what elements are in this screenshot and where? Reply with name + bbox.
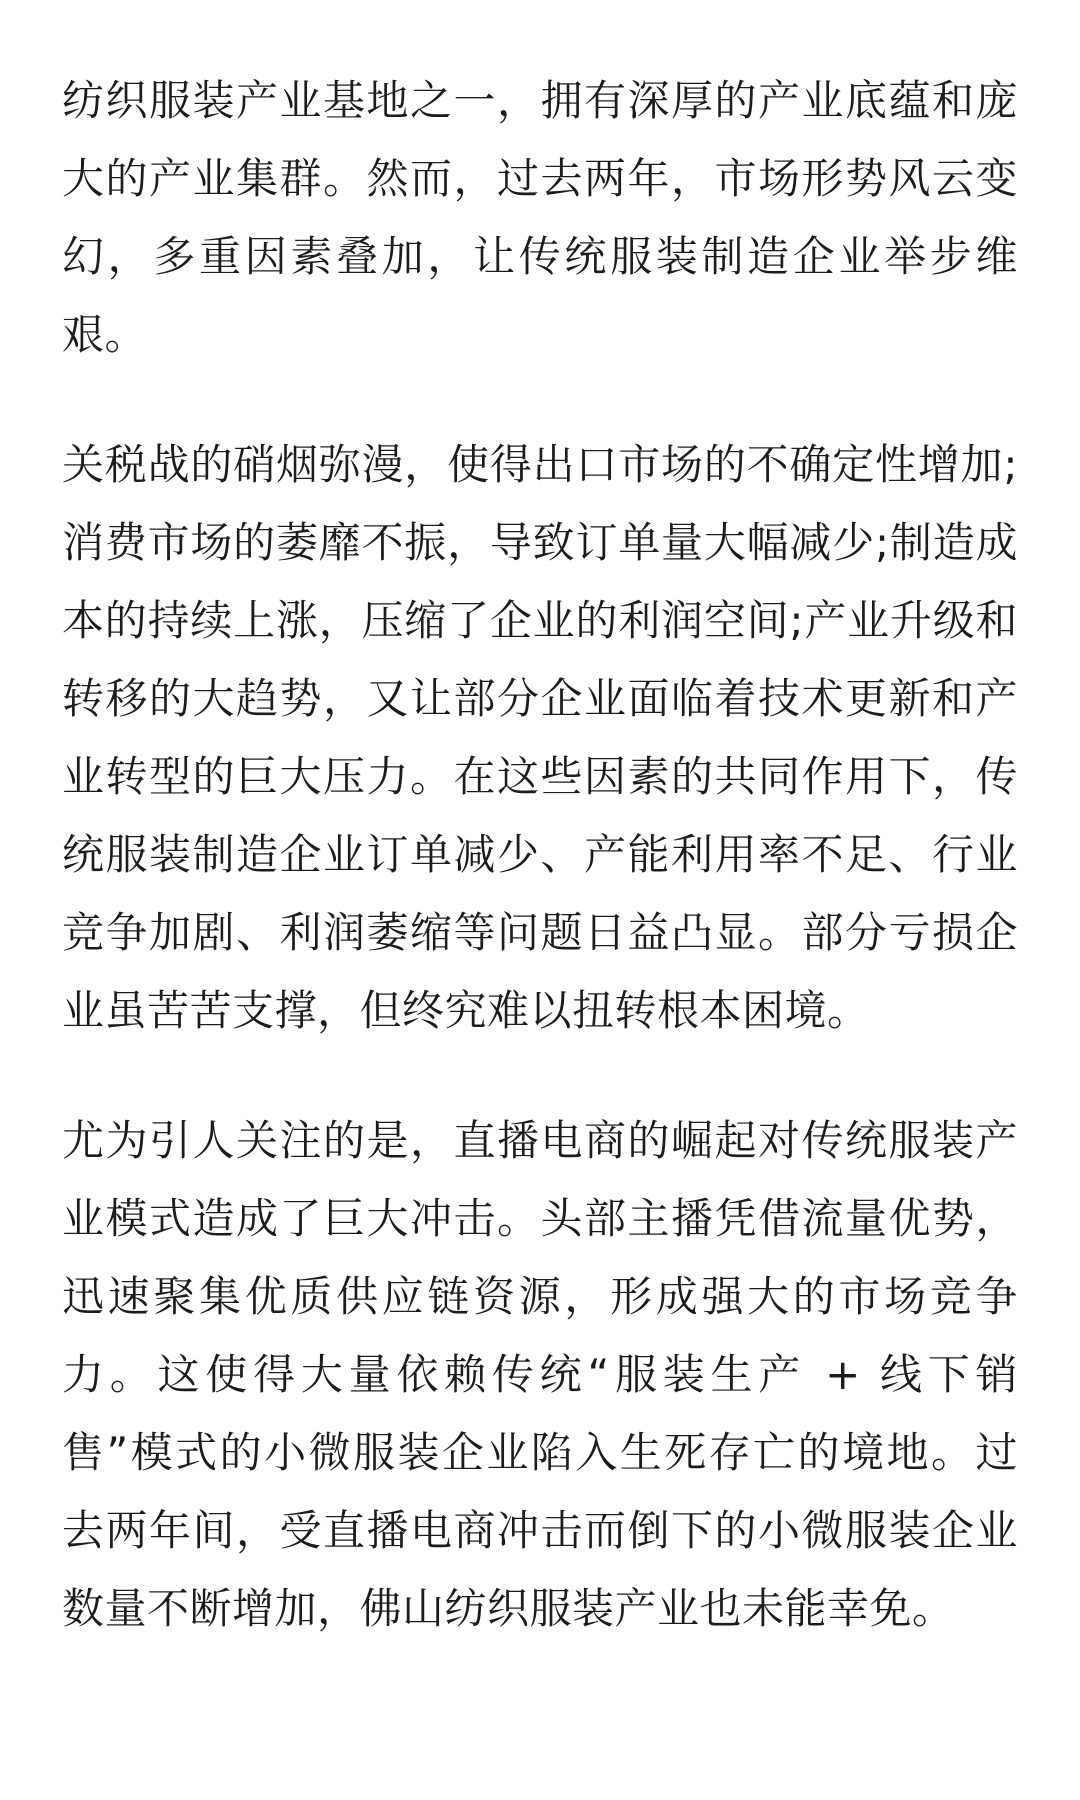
paragraph-livestream-impact: 尤为引人关注的是，直播电商的崛起对传统服装产业模式造成了巨大冲击。头部主播凭借流量优势，迅速聚集优质供应链资源，形成强大的市场竞争力。这使得大量依赖传统“服装生产 + 线下销售”模式的小微服装企业陷入生死存亡的境地。过去两年间，受直播电商冲击而倒下的小微服装企业数量不断增加，佛山纺织服装产业也未能幸免。 [62, 1116, 1018, 1633]
article-body [62, 62, 1018, 1700]
paragraph-intro: 纺织服装产业基地之一，拥有深厚的产业底蕴和庞大的产业集群。然而，过去两年，市场形势风云变幻，多重因素叠加，让传统服装制造企业举步维艰。 [62, 76, 1018, 359]
paragraph-challenges: 关税战的硝烟弥漫，使得出口市场的不确定性增加;消费市场的萎靡不振，导致订单量大幅减少;制造成本的持续上涨，压缩了企业的利润空间;产业升级和转移的大趋势，又让部分企业面临着技术更新和产业转型的巨大压力。在这些因素的共同作用下，传统服装制造企业订单减少、产能利用率不足、行业竞争加剧、利润萎缩等问题日益凸显。部分亏损企业虽苦苦支撑，但终究难以扭转根本困境。 [62, 440, 1018, 1035]
